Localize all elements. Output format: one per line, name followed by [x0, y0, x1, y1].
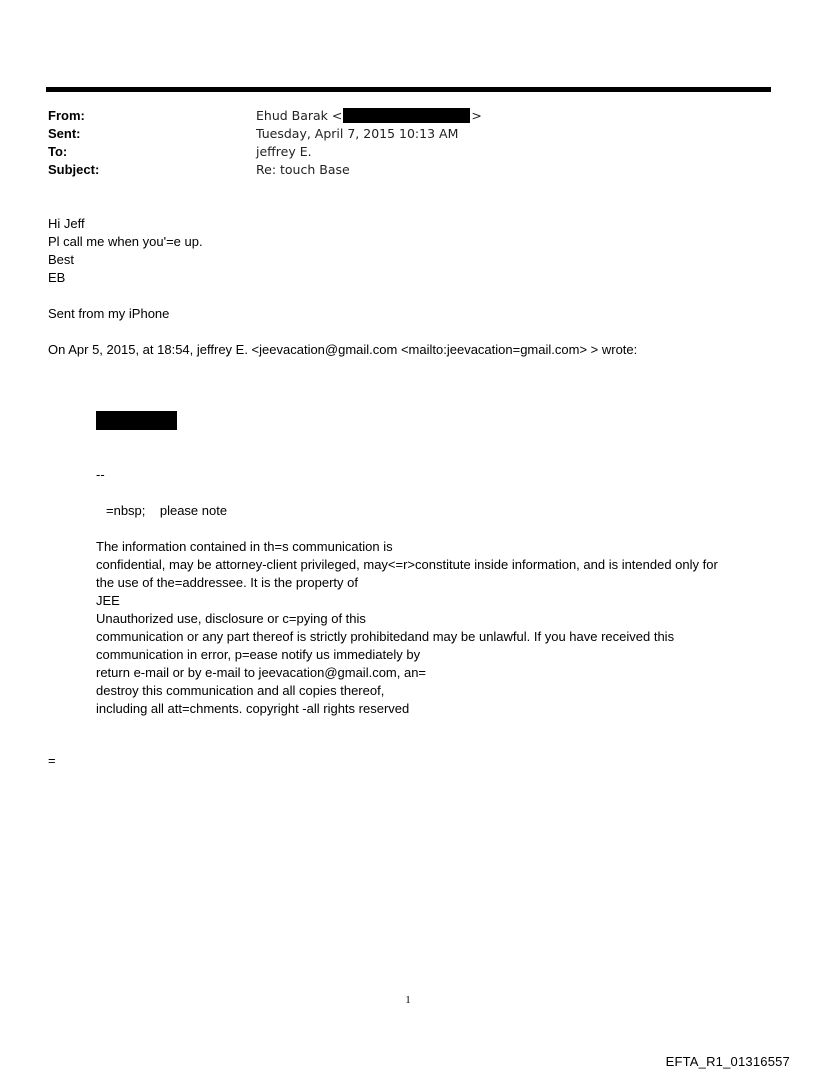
disclaimer-line: Unauthorized use, disclosure or c=pying of this: [96, 611, 366, 626]
quoted-separator: --: [96, 467, 105, 482]
disclaimer-line: the use of the=addressee. It is the property of: [96, 575, 358, 590]
disclaimer-line: return e-mail or by e-mail to jeevacation@gmail.com, an=: [96, 665, 427, 680]
body-line: EB: [48, 270, 66, 285]
subject-value: Re: touch Base: [256, 162, 350, 177]
from-value: [256, 107, 482, 125]
quoted-note: =nbsp; please note: [106, 503, 228, 518]
subject-row: [48, 161, 748, 179]
from-label: From:: [48, 108, 85, 123]
trailing-char: =: [48, 753, 56, 768]
body-line: Pl call me when you'=e up.: [48, 234, 203, 249]
disclaimer-line: The information contained in th=s communication is: [96, 539, 393, 554]
quote-intro: On Apr 5, 2015, at 18:54, jeffrey E. <jeevacation@gmail.com <mailto:jeevacation=gmail.com> > wrote:: [48, 342, 638, 357]
body-line: Hi Jeff: [48, 216, 85, 231]
redaction-box: [96, 411, 177, 430]
disclaimer-line: communication or any part thereof is strictly prohibitedand may be unlawful. If you have received this: [96, 629, 675, 644]
to-value: jeffrey E.: [256, 144, 312, 159]
sent-label: Sent:: [48, 126, 81, 141]
to-label: To:: [48, 144, 68, 159]
from-row: [48, 107, 748, 125]
sent-row: [48, 125, 748, 143]
page-number: 1: [405, 994, 411, 1006]
subject-label: Subject:: [48, 162, 100, 177]
disclaimer-line: confidential, may be attorney-client privileged, may<=r>constitute inside information, and is intended only for: [96, 557, 718, 572]
bates-number: EFTA_R1_01316557: [665, 1054, 790, 1069]
to-row: [48, 143, 748, 161]
header-rule: [46, 87, 771, 92]
redaction-box: [343, 108, 470, 123]
body-line: Best: [48, 252, 75, 267]
from-name: Ehud Barak <: [256, 108, 343, 123]
email-header: [48, 107, 748, 179]
disclaimer-line: destroy this communication and all copies thereof,: [96, 683, 385, 698]
sent-value: Tuesday, April 7, 2015 10:13 AM: [256, 126, 459, 141]
disclaimer-line: communication in error, p=ease notify us immediately by: [96, 647, 421, 662]
disclaimer-line: JEE: [96, 593, 120, 608]
from-closing-bracket: >: [471, 108, 482, 123]
disclaimer-line: including all att=chments. copyright -all rights reserved: [96, 701, 410, 716]
quoted-message: [96, 411, 776, 718]
email-body: [48, 215, 768, 359]
signature-line: Sent from my iPhone: [48, 306, 170, 321]
